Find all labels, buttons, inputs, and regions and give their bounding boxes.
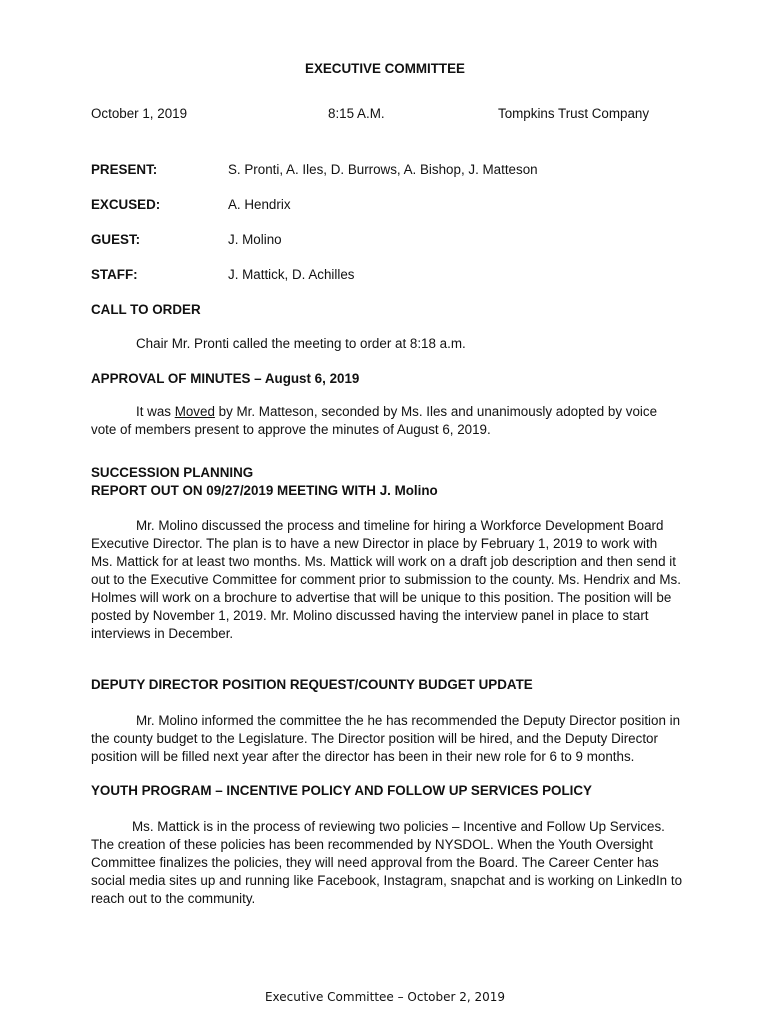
succession-planning-paragraph	[91, 517, 705, 643]
present-value: S. Pronti, A. Iles, D. Burrows, A. Bishop, J. Matteson	[228, 162, 538, 177]
approval-of-minutes-paragraph	[91, 403, 705, 439]
paragraph-line: The creation of these policies has been recommended by NYSDOL. When the Youth Oversight	[91, 837, 653, 852]
page-footer: Executive Committee – October 2, 2019	[264, 990, 506, 1004]
paragraph-line: Mr. Molino discussed the process and timeline for hiring a Workforce Development Board	[136, 518, 664, 533]
deputy-director-heading: DEPUTY DIRECTOR POSITION REQUEST/COUNTY BUDGET UPDATE	[91, 677, 533, 692]
approval-prefix: It was	[136, 404, 175, 419]
staff-label: STAFF:	[91, 267, 138, 282]
youth-program-heading: YOUTH PROGRAM – INCENTIVE POLICY AND FOLLOW UP SERVICES POLICY	[91, 783, 592, 798]
paragraph-line: social media sites up and running like Facebook, Instagram, snapchat and is working on LinkedIn to	[91, 873, 683, 888]
approval-line-2: vote of members present to approve the minutes of August 6, 2019.	[91, 422, 491, 437]
document-title: EXECUTIVE COMMITTEE	[305, 61, 465, 76]
paragraph-line: Mr. Molino informed the committee the he has recommended the Deputy Director position in	[136, 713, 681, 728]
paragraph-line: position will be filled next year after the director has been in their new role for 6 to 9 months.	[91, 749, 635, 764]
approval-of-minutes-heading: APPROVAL OF MINUTES – August 6, 2019	[91, 371, 360, 386]
guest-label: GUEST:	[91, 232, 141, 247]
meeting-date: October 1, 2019	[91, 106, 188, 121]
deputy-director-paragraph	[91, 712, 705, 766]
call-to-order-heading: CALL TO ORDER	[91, 302, 201, 317]
staff-value: J. Mattick, D. Achilles	[228, 267, 355, 282]
excused-label: EXCUSED:	[91, 197, 161, 212]
present-label: PRESENT:	[91, 162, 158, 177]
excused-value: A. Hendrix	[228, 197, 291, 212]
report-out-heading: REPORT OUT ON 09/27/2019 MEETING WITH J. Molino	[91, 483, 438, 498]
approval-line-1	[91, 403, 705, 421]
paragraph-line: out to the Executive Committee for comment prior to submission to the county. Ms. Hendrix and Ms.	[91, 572, 681, 587]
paragraph-line: the county budget to the Legislature. The Director position will be hired, and the Deputy Director	[91, 731, 658, 746]
succession-planning-heading: SUCCESSION PLANNING	[91, 465, 254, 480]
paragraph-line: reach out to the community.	[91, 891, 256, 906]
call-to-order-text: Chair Mr. Pronti called the meeting to order at 8:18 a.m.	[136, 336, 466, 351]
meeting-location: Tompkins Trust Company	[498, 106, 650, 121]
paragraph-line: Ms. Mattick for at least two months. Ms. Mattick will work on a draft job description and then send it	[91, 554, 676, 569]
paragraph-line: Committee finalizes the policies, they will need approval from the Board. The Career Center has	[91, 855, 659, 870]
youth-program-paragraph	[91, 818, 705, 908]
approval-line-1-rest: by Mr. Matteson, seconded by Ms. Iles and unanimously adopted by voice	[214, 404, 658, 419]
guest-value: J. Molino	[228, 232, 282, 247]
meeting-time: 8:15 A.M.	[328, 106, 385, 121]
paragraph-line: Ms. Mattick is in the process of reviewing two policies – Incentive and Follow Up Services.	[132, 819, 665, 834]
moved-text: Moved	[174, 404, 215, 419]
paragraph-line: Holmes will work on a brochure to advertise that will be unique to this position. The position will be	[91, 590, 672, 605]
paragraph-line: posted by November 1, 2019. Mr. Molino discussed having the interview panel in place to start	[91, 608, 649, 623]
paragraph-line: interviews in December.	[91, 626, 234, 641]
paragraph-line: Executive Director. The plan is to have a new Director in place by February 1, 2019 to work with	[91, 536, 658, 551]
